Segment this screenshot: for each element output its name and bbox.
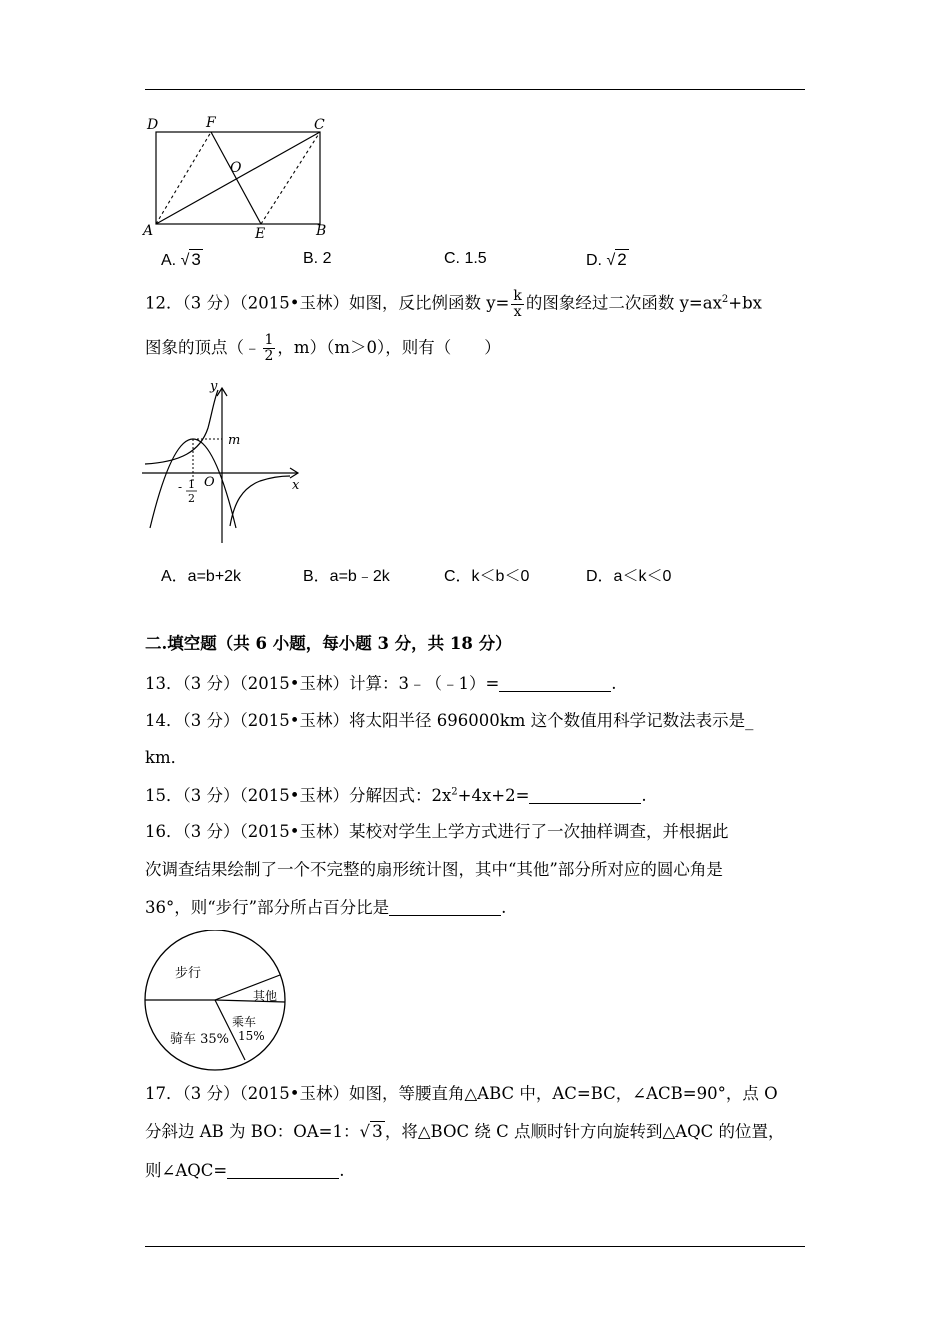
q16-answer-blank[interactable] [389,899,501,916]
q12-line1: 12．（3 分）（2015•玉林）如图，反比例函数 y= $\frac{k}{x}$ 的图象经过二次函数 $y=ax^2+bx$ [145,287,762,320]
q13: 13．（3 分）（2015•玉林）计算：3﹣（﹣1）= . [145,674,617,693]
q16-pie-chart [140,930,290,1078]
q16-line3: 36°，则“步行”部分所占百分比是 . [145,898,507,917]
q12-option-a[interactable]: A．a=b+2k [161,568,242,585]
label-D: D [147,117,159,133]
fraction-one-half: $\frac{1}{2}$ [264,332,274,364]
pie-label-bus: 乘车 [232,1015,257,1029]
fraction-k-over-x: $\frac{k}{x}$ [513,287,522,320]
sqrt-icon: √ 3 [359,1122,383,1142]
q14-line1: 14．（3 分）（2015•玉林）将太阳半径 696000km 这个数值用科学记数法表示是_ [145,711,754,730]
sqrt-icon: √ 2 [606,250,627,269]
header-rule [145,89,805,90]
label-neg: - [178,480,183,494]
label-x: x [292,478,300,493]
pie-label-bike: 骑车 35% [170,1032,230,1047]
pie-label-bus-pct: 15% [238,1029,265,1043]
q15-answer-blank[interactable] [529,787,641,804]
q17-line2: 分斜边 AB 为 BO：OA=1：√ 3 ，将△BOC 绕 C 点顺时针方向旋转到△AQC 的位置， [145,1122,785,1142]
q16-line2: 次调查结果绘制了一个不完整的扇形统计图，其中“其他”部分所对应的圆心角是 [145,860,723,879]
label-one: 1 [188,478,195,491]
q11-option-a[interactable]: A. √ 3 [161,250,201,269]
q15: 15．（3 分）（2015•玉林）分解因式：$2x^2+4x+2=$ . [145,786,647,805]
q12-option-c[interactable]: C．k＜b＜0 [444,568,530,585]
q12-option-b[interactable]: B．a=b﹣2k [303,568,390,585]
q11-option-b[interactable]: B. 2 [303,250,332,267]
q12-line2: 图象的顶点（﹣ $\frac{1}{2}$ ，m）（m＞0），则有（ ） [145,332,501,364]
label-two: 2 [188,492,195,505]
pie-label-other: 其他 [253,989,278,1003]
label-E: E [255,226,266,242]
label-F: F [206,115,216,131]
sqrt-icon: √ 3 [180,250,201,269]
label-O: O [204,475,215,490]
q11-rectangle-figure [140,112,340,242]
q11-option-d[interactable]: D. √ 2 [586,250,627,269]
q13-answer-blank[interactable] [499,675,611,692]
label-y: y [210,379,218,394]
q14-answer-blank[interactable]: _ [745,711,754,730]
section2-title: 二.填空题（共 6 小题，每小题 3 分，共 18 分） [145,634,512,653]
pie-label-walk: 步行 [175,966,202,981]
q17-line1: 17．（3 分）（2015•玉林）如图，等腰直角△ABC 中，AC=BC，∠ACB=90°，点 O [145,1084,778,1103]
q14-line2: km． [145,748,188,767]
label-A: A [143,223,154,239]
label-m: m [228,433,241,448]
q17-line3: 则∠AQC= . [145,1161,345,1180]
label-C: C [314,117,325,133]
footer-rule [145,1246,805,1247]
q12-option-d[interactable]: D．a＜k＜0 [586,568,672,585]
q17-answer-blank[interactable] [227,1162,339,1179]
q16-line1: 16．（3 分）（2015•玉林）某校对学生上学方式进行了一次抽样调查，并根据此 [145,822,729,841]
label-B: B [316,223,327,239]
q12-graph-figure [140,378,310,548]
q11-option-c[interactable]: C. 1.5 [444,250,487,267]
label-O: O [230,160,242,176]
